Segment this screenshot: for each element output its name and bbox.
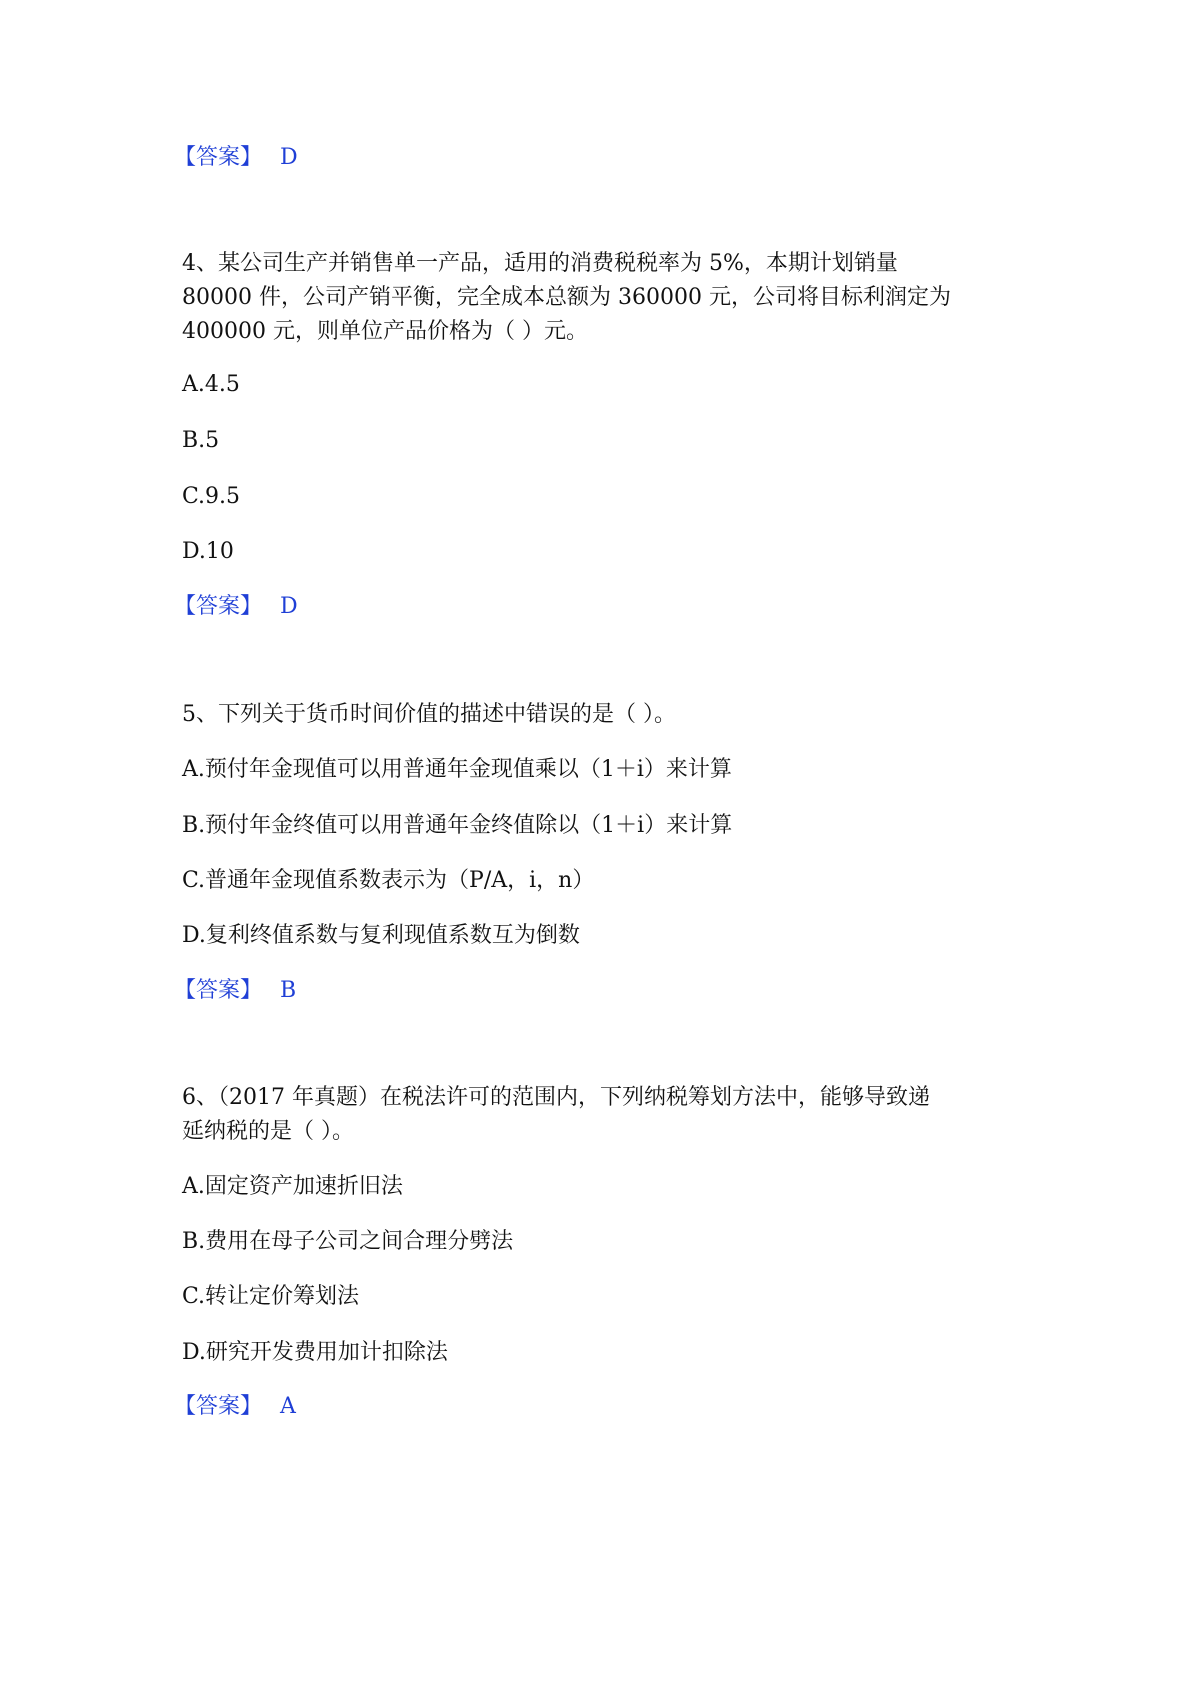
answer-line	[174, 142, 298, 174]
question-6-line-1: 6、（2017 年真题）在税法许可的范围内，下列纳税筹划方法中，能够导致递	[182, 1085, 930, 1110]
question-5-option-b: B.预付年金终值可以用普通年金终值除以（1＋i）来计算	[182, 813, 733, 838]
question-4-option-a: A.4.5	[182, 372, 240, 397]
answer-line	[174, 1391, 296, 1423]
question-6-option-d: D.研究开发费用加计扣除法	[182, 1340, 448, 1365]
answer-line	[174, 591, 298, 623]
question-5-line-1: 5、下列关于货币时间价值的描述中错误的是（ ）。	[182, 702, 676, 727]
question-6-line-2: 延纳税的是（ ）。	[182, 1119, 354, 1144]
question-4-option-c: C.9.5	[182, 484, 241, 509]
question-6-option-b: B.费用在母子公司之间合理分劈法	[182, 1229, 514, 1254]
answer-label: 【答案】	[174, 1394, 263, 1419]
question-4-option-b: B.5	[182, 428, 220, 453]
question-6-option-a: A.固定资产加速折旧法	[182, 1174, 403, 1199]
answer-value: B	[280, 978, 297, 1003]
question-5-option-c: C.普通年金现值系数表示为（P/A，i，n）	[182, 868, 595, 893]
answer-label: 【答案】	[174, 594, 263, 619]
question-6-option-c: C.转让定价筹划法	[182, 1284, 360, 1309]
answer-label: 【答案】	[174, 145, 263, 170]
question-4-line-1: 4、某公司生产并销售单一产品，适用的消费税税率为 5%，本期计划销量	[182, 251, 898, 276]
answer-value: D	[280, 594, 298, 619]
answer-label: 【答案】	[174, 978, 263, 1003]
answer-value: A	[280, 1394, 296, 1419]
question-4-line-3: 400000 元，则单位产品价格为（ ）元。	[182, 319, 588, 344]
answer-line	[174, 975, 296, 1007]
answer-value: D	[280, 145, 298, 170]
question-4-option-d: D.10	[182, 539, 234, 564]
question-5-option-a: A.预付年金现值可以用普通年金现值乘以（1＋i）来计算	[182, 757, 732, 782]
question-5-option-d: D.复利终值系数与复利现值系数互为倒数	[182, 923, 580, 948]
question-4-line-2: 80000 件，公司产销平衡，完全成本总额为 360000 元，公司将目标利润定为	[182, 285, 951, 310]
